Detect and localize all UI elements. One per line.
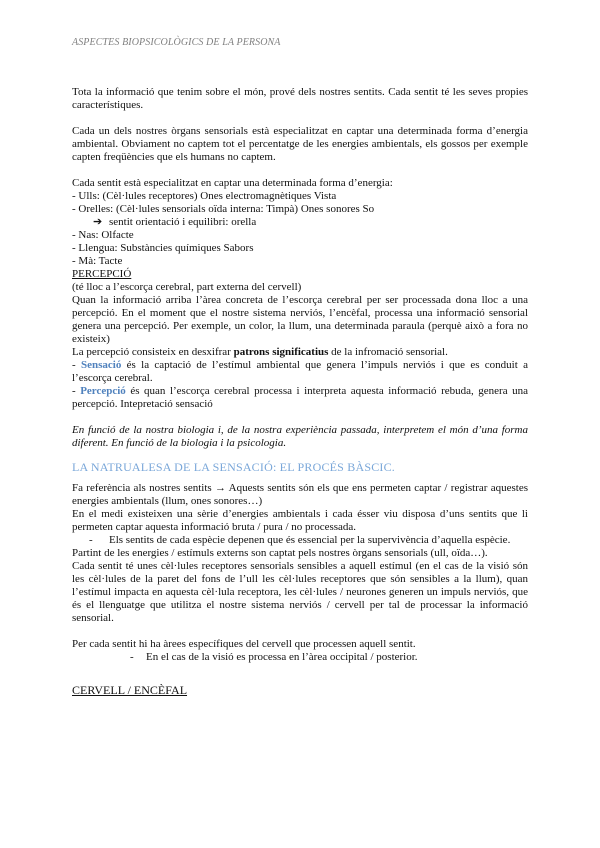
sense-orientation-item bbox=[72, 216, 528, 229]
percepcio-paragraph-1: Quan la informació arriba l’àrea concreta de l’escorça cerebral per ser processada dona lloc a una percepció. En el moment que el nostre sistema nerviós, l’encèfal, processa una informació sensorial genera una percepció. Per exemple, un color, la llum, una determinada paraula (perquè això a fora no existeix) bbox=[72, 294, 528, 345]
sensation-paragraph-4: Cada sentit té unes cèl·lules receptores sensorials sensibles a aquell estímul (en el cas de la visió són les cèl·lules de la paret del fons de l’ull les cèl·lules receptores que són sensibles a la llum), quan l’estímul impacta en aquesta cèl·lula receptora, les cèl·lules / neurones generen un impuls nerviós, que és el llenguatge que utilitza el nostre sistema nerviós / cervell per tal de processar la informació sensorial. bbox=[72, 560, 528, 624]
list-item-text: Els sentits de cada espècie depenen que és essencial per la supervivència d’aquella espècie. bbox=[109, 534, 511, 546]
document-header: ASPECTES BIOPSICOLÒGICS DE LA PERSONA bbox=[72, 37, 281, 48]
document-body bbox=[72, 86, 528, 697]
sense-llengua: - Llengua: Substàncies químiques Sabors bbox=[72, 242, 254, 254]
sense-ulls: - Ulls: (Cèl·lules receptores) Ones electromagnètiques Vista bbox=[72, 190, 337, 202]
percepcio-definition bbox=[72, 385, 528, 411]
percepcio-paragraph-2 bbox=[72, 346, 528, 359]
sense-nas: - Nas: Olfacte bbox=[72, 229, 134, 241]
arrow-right-icon: ➔ bbox=[93, 216, 103, 228]
list-item bbox=[72, 534, 528, 547]
cervell-heading: CERVELL / ENCÈFAL bbox=[72, 683, 188, 697]
list-item-visio bbox=[72, 651, 528, 664]
sensacio-text: és la captació de l’estímul ambiental que genera l’impuls nerviós i que es conduit a l’escorça cerebral. bbox=[72, 359, 529, 384]
sensacio-dash: - bbox=[72, 359, 81, 371]
biology-note: En funció de la nostra biologia i, de la nostra experiència passada, interpretem el món d’una forma diferent. En funció de la biologia i la psicologia. bbox=[72, 424, 528, 449]
sensacio-term: Sensació bbox=[81, 359, 122, 371]
sensacio-definition bbox=[72, 359, 528, 385]
sensation-paragraph-2: En el medi existeixen una sèrie d’energies ambientals i cada ésser viu disposa d’uns sentits que li permeten captar aquesta informació bruta / pura / no processada. bbox=[72, 508, 528, 533]
sense-orelles: - Orelles: (Cèl·lules sensorials oïda interna: Timpà) Ones sonores So bbox=[72, 203, 375, 215]
sense-ma: - Mà: Tacte bbox=[72, 255, 123, 267]
sensation-paragraph-3: Partint de les energies / estímuls externs son captat pels nostres òrgans sensorials (ull, oïda…). bbox=[72, 547, 488, 559]
intro-paragraph-1: Tota la informació que tenim sobre el món, prové dels nostres sentits. Cada sentit té les seves propies característiques. bbox=[72, 86, 528, 111]
percepcio-subtitle: (té lloc a l’escorça cerebral, part externa del cervell) bbox=[72, 281, 302, 293]
patrons-significatius: patrons significatius bbox=[233, 346, 329, 358]
list-item-text: En el cas de la visió es processa en l’àrea occipital / posterior. bbox=[146, 651, 418, 663]
percepcio-heading: PERCEPCIÓ bbox=[72, 268, 132, 280]
percepcio-p2-text: La percepció consisteix en desxifrar bbox=[72, 346, 234, 358]
senses-lead: Cada sentit està especialitzat en captar una determinada forma d’energia: bbox=[72, 177, 393, 189]
percepcio-term: Percepció bbox=[80, 385, 126, 397]
sensation-section-heading: LA NATRUALESA DE LA SENSACIÓ: EL PROCÉS BÀSCIC. bbox=[72, 460, 395, 474]
sensation-paragraph-1: Fa referència als nostres sentits → Aquests sentits són els que ens permeten captar / registrar aquestes energies ambientals (llum, ones sonores…) bbox=[72, 482, 528, 507]
list-dash: - bbox=[89, 534, 93, 546]
percepcio-p2-tail: de la infromació sensorial. bbox=[328, 346, 448, 358]
sense-orientation-text: sentit orientació i equilibri: orella bbox=[109, 216, 257, 228]
intro-paragraph-2: Cada un dels nostres òrgans sensorials està especialitzat en captar una determinada forma d’energia ambiental. Obviament no captem tot el percentatge de les energies ambientals, els gossos per exemple capten freqüències que els humans no captem. bbox=[72, 125, 528, 163]
percepcio-dash: - bbox=[72, 385, 81, 397]
percepcio-text: és quan l’escorça cerebral processa i interpreta aquesta informació rebuda, genera una percepció. Intepretació sensació bbox=[72, 385, 528, 410]
list-dash: - bbox=[130, 651, 134, 663]
sensation-paragraph-5: Per cada sentit hi ha àrees específiques del cervell que processen aquell sentit. bbox=[72, 638, 416, 650]
